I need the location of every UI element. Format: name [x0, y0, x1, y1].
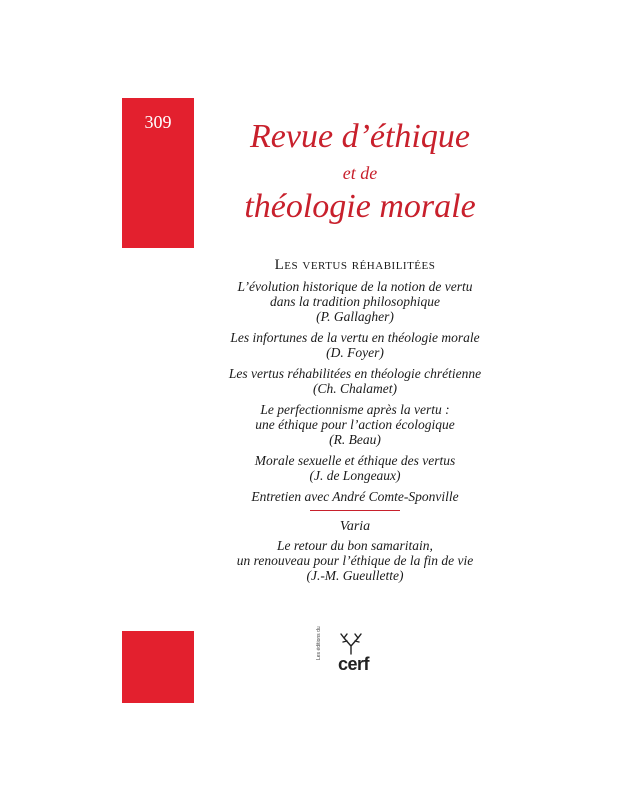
entry-line: un renouveau pour l’éthique de la fin de vie: [236, 553, 474, 568]
entry-line: dans la tradition philosophique: [270, 294, 440, 309]
title-line-2: et de: [342, 163, 378, 183]
entry-author: (D. Foyer): [326, 345, 384, 360]
title-line-1: Revue d’éthique: [250, 118, 470, 155]
entry-author: (P. Gallagher): [316, 309, 394, 324]
title-line-3: théologie morale: [244, 188, 476, 225]
entry-line: Morale sexuelle et éthique des vertus: [254, 453, 456, 468]
entry-author: (J.-M. Gueullette): [306, 568, 404, 583]
contents-entry: [210, 489, 500, 504]
stag-icon: [334, 632, 368, 656]
section-divider: [310, 510, 400, 511]
table-of-contents: [210, 258, 500, 589]
varia-title: Varia: [339, 519, 371, 534]
entry-line: Entretien avec André Comte-Sponville: [251, 489, 459, 504]
red-block-bottom: [122, 631, 194, 703]
contents-entry: [210, 279, 500, 324]
varia-entry: [210, 538, 500, 583]
entry-line: Les infortunes de la vertu en théologie morale: [230, 330, 480, 345]
contents-entry: [210, 366, 500, 396]
issue-number: 309: [144, 112, 172, 132]
entry-line: Le perfectionnisme après la vertu :: [260, 402, 450, 417]
publisher-small-text: Les éditions du: [316, 626, 322, 660]
contents-entry: [210, 402, 500, 447]
contents-entry: [210, 330, 500, 360]
entry-author: (R. Beau): [329, 432, 381, 447]
publisher-logo: cerf: [338, 654, 370, 674]
entry-author: (J. de Longeaux): [309, 468, 401, 483]
contents-entry: [210, 453, 500, 483]
entry-author: (Ch. Chalamet): [313, 381, 397, 396]
entry-line: Les vertus réhabilitées en théologie chrétienne: [228, 366, 482, 381]
entry-line: Le retour du bon samaritain,: [277, 538, 433, 553]
section-title: Les vertus réhabilitées: [274, 257, 436, 273]
entry-line: une éthique pour l’action écologique: [255, 417, 455, 432]
entry-line: L’évolution historique de la notion de vertu: [237, 279, 473, 294]
